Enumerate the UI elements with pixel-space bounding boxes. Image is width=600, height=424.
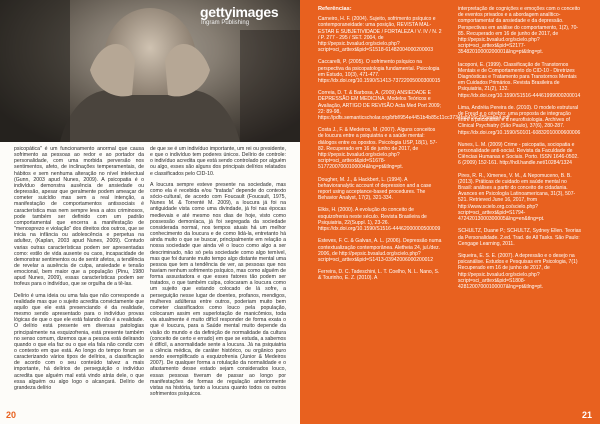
body-paragraph: de que se é um indivíduo importante, um rei ou presidente, e que o indivíduo tem poderes únicos. Delírio de controle: o indivíduo acredita que está sendo controlado por alguém ou algo, esses são alguns dos principais delírios relatados e classificados pelo CID-10. [150, 146, 286, 177]
reference-item: Lima, Andréia Pereira de. (2010). O modelo estrutural de Freud e o cérebro: uma proposta de integração entre a psicanálise e a neurofisiologia. Archives of Clinical Psychiatry (São Paulo), 37(6), 280-287. https://dx.doi.org/10.1590/S0101-60832010000600006 [458, 104, 581, 136]
reference-item: SCHULTZ, Duane P.; SCHULTZ, Sydney Ellen. Teorias da Personalidade. 2.ed. Trad. de All Tasks. São Paulo: Cengage Learning, 2011. [458, 228, 582, 247]
reference-item: interpretação de cognições e emoções com o conceito de eventos privados e a abordagem analítico-comportamental da ansiedade e da depressão. Perspectivas em análise do comportamento, 1(2), 70-85. Recuperado em 16 de junho de 2017, de http://pepsic.bvsalud.org/scielo.php?script=sci_arttext&pid=S2177-35482010000200001&lng=pt&tlng=pt. [458, 6, 581, 56]
body-paragraph: Delírio é uma ideia ou uma fala que não corresponde a realidade mas que o sujeito acredita convictamente que aquilo que ele está presenciando é da realidade, mesmo sendo apresentado para o indivíduo provas lógicas de que o que ele está falando não é a realidade. O delírio está presente em diversas patologias principalmente na esquizofrenia, está presente também no senso comum, dizemos que a pessoa está delirando quando o que ela faz ou o que ela fala não condiz com o contexto em que está. Ao longo do tempo foram se caracterizando vários tipos de delírios, a classificação de acordo com o seu conteúdo talvez a mais importante, há delírios de perseguição o indivíduo acredita que alguém mal está vindo atrás dele, o que essa alguém ou algo logo o alcançará. Delírio de grandeza delírio [14, 292, 144, 391]
distressed-man-photo [0, 0, 300, 142]
references-column-1 [318, 6, 510, 288]
body-column-2 [150, 146, 286, 402]
photo-credit: Ingram Publishing [201, 20, 250, 26]
reference-item: Nunes, L. M. (2009) Crime - psicopatia, sociopatia e personalidade anti-social. Revista da Faculdade de Ciências Humanas e Sociais. Porto. ISSN 1646-0502. 6 (2009) 152-161. http://hdl.handle.net/10284/1324 [458, 141, 579, 167]
reference-item: Dougher, M. J., & Hackbert, L. (1994). A behavioranalytic account of depression and a case report using acceptance-based procedures. The Behavior Analyst, 17(2), 321-334. [318, 176, 432, 202]
reference-item: Elkis, H. (2000). A evolução do conceito de esquizofrenia neste século. Revista Brasileira de Psiquiatria, 22(Suppl. 1), 23-26. https://dx.doi.org/10.1590/S1516-44462000000500009 [318, 207, 441, 233]
getty-logo: gettyimages [200, 4, 279, 20]
reference-item: Carneiro, H. F. (2004). Sujeito, sofrimento psíquico e contemporaneidade: uma posição, REVISTA MAL-ESTAR E SUBJETIVIDADE / FORTALEZA / V. IV / N. 2 / P. 277 - 295 / SET. 2004, de http://pepsic.bvsalud.org/scielo.php?script=sci_arttext&pid=S1518-61482004000200003 [318, 16, 442, 54]
reference-item: Pires, R. R., Ximenes, V. M., & Nepomuceno, B. B. (2013). Práticas de cuidado em saúde mental no Brasil: análises a partir do conceito de cidadania. Avances en Psicología Latinoamericana, 31(3), 507-521. Retrieved June 16, 2017, from http://www.scielo.org.co/scielo.php?script=sci_arttext&pid=S1794-47242013000300005&lng=en&tlng=pt. [458, 172, 576, 223]
reference-item: Caccarelli, P. (2005). O sofrimento psíquico na perspectiva da psicopatologia fundamental. Psicologia em Estudo, 10(3), 471-477. https://dx.doi.org/10.1590/S1413-73722005000300015 [318, 59, 441, 85]
reference-item: Costa J., F. & Medeiros, M. (2007). Alguns conceitos de loucura entre a psiquiatria e a saúde mental: diálogos entre os opostos. Psicologia USP, 18(1), 57-82. Recuperado em 16 de junho de 2017, de http://pepsic.bvsalud.org/scielo.php?script=sci_arttext&pid=S1678-51772007000100004&lng=pt&tlng=pt. [318, 127, 438, 171]
reference-item: Esteves, F. C. & Galvan, A. L. (2006). Depressão numa contextualização contemporânea. Aletheia 24, jul./dez. 2006, de http://pepsic.bvsalud.org/scielo.php?script=sci_arttext&pid=S1413-03942006000200012 [318, 238, 442, 263]
references-column-2 [458, 6, 582, 296]
body-column-1 [14, 146, 144, 396]
page-number-right: 21 [581, 410, 592, 420]
body-paragraph: A loucura sempre esteve presente na sociedade, mas como ela é recebida e/ou "tratada" depende do contexto sócio-cultural, de acordo com Foucault (Foucault, 1975, Nunes M. & Torrenté M. 2009), a loucura já foi na antiguidade vista como uma divindade, já foi nas épocas medievais e até mesmo nos dias de hoje, visto como possessão demoníaca, já foi segregada da sociedade considerada normal, nos tempos atuais há um melhor conhecimento da loucura e de como lidá-la, entretanto há ainda muito o que se buscar, principalmente em relação a nossa sociedade que ainda vê o louco como algo a ser descriminado, não só pela sociedade como algo temível, mas que foi durante muito tempo algo distante mental uma pessoa que tem a tendência de ver, as pessoas que nos haviam nenhum sofrimento psíquico, mas como alguém de forma assustadora e que esses fatores tão podem ser tratados, o que também culpa, colocaram a loucura como um sujeito que estando colocado de lá sofre, a perseguição nesse lugar de doentes, profanos, mendigos, mulheres adúlteras entre outros, poderiam muito bem cometer classificados como louco pela população, colocaram assim em superlotação de manicômios, toda via atualmente é muito difícil responder de forma exata o que é loucura, para a Saúde mental muito depende da visão do mundo e da definição de normalidade da cultura (conceito de certo e errado) em que se estuda, a sabemos é difícil, a anormalidade sente a loucura. Já na psiquiatria a ciência médica, de caráter histórico, ou orgânico puro sendo exemplificado a esquizofrenia (Junior & Medeiros 2007). De qualquer forma a rotulação da normalidade e o afastamento desse estado sejam considerados louco, essas pessoas tiveram de passar ao longo por manifestações de formas de regulação anteriormente vistas na história, tanto a loucura quanto todos os outros sofrimentos psíquicos. [150, 181, 286, 398]
reference-item: Siqueira, E. S. E. (2007). A depressão e o desejo na psicanálise. Estudos e Pesquisas em Psicologia, 7(1) Recuperado em 16 de junho de 2017, de http://pepsic.bvsalud.org/scielo.php?script=sci_arttext&pid=S1808-42812007000100007&lng=pt&tlng=pt. [458, 252, 578, 290]
body-paragraph: psicopática" é um funcionamento anormal que causa sofrimento as pessoas ao redor e ao portador da personalidade, com uma morbida perversão nos sentimentos, afeto, de inclinações temperamentais, de hábitos e sem nenhuma alteração no nível intelectual (Gunn, 2003 apud Nunes, 2009). A psicopatia é o indivíduo demonstra ausência de ansiedade ou depressão, apesar que geralmente podem ameaçar de cometer suicídio mas sem a real intenção, a manifestação de comportamentos antissociais é característica mas nem sempre leva a atos criminosos, pode também ser definido com um padrão comportamental que encerra a manifestação de "menosprezo e violação" dos direitos dos outros, que se inicia na infância ou adolescência e perpetua na adultez, (Kaplan, 2003 apud Nunes, 2009). Contudo varias outras características podem ser apresentadas como: estilo de vida ausente ou caos, incapacidade de demonstrar sentimentos ou de sentir afetos, a tendência de revelar a ausência de culpa, ansiedade e tensão emocional, bem maior que a população (Pinu, 1980 apud Nunes, 2009), essas características podem ser trofeus para o indivíduo, que se orgulha de a tê-las. [14, 146, 144, 288]
reference-item: Iacoponi, E. (1999). Classificação de Transtornos Mentais e de Comportamento do CID-10 - Diretrizes Diagnósticas e Tratamento para Transtornos Mentais em Cuidados Primários. Revista Brasileira de Psiquiatria, 21(2), 132. https://dx.doi.org/10.1590/S1516-44461999000200014 [458, 61, 581, 99]
right-page [300, 0, 600, 424]
reference-item: Correia, D. T. & Barbosa, A. (2009) ANSIEDADE E DEPRESSÃO EM MEDICINA. Modelos Teóricos e Avaliação, ARTIGO DE REVISÃO Acta Med Port 2009; 22: 89-98, https://pdfs.semanticscholar.org/bfbf/954e4451b4b85c11cc3734fa8416c255ea9a4.pdf [318, 90, 510, 122]
references-heading: Referências: [318, 6, 352, 12]
page-number-left: 20 [6, 410, 17, 420]
header-photo [0, 0, 300, 142]
reference-item: Ferreira, D. C. Tadeschini, L. T. Coelho, N. L. Nano, S. & Tourinho, E. Z. (2010). A [318, 269, 440, 282]
